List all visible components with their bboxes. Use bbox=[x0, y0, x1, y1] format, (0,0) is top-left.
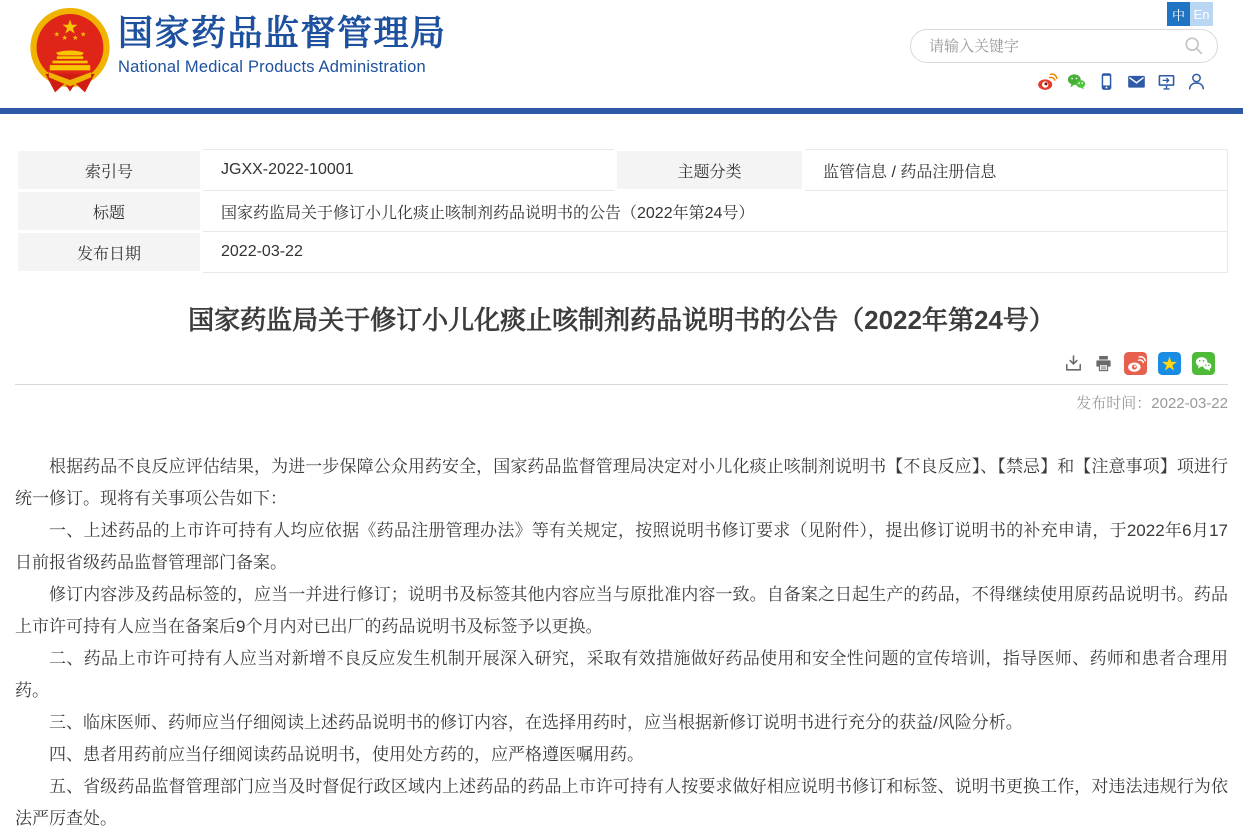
share-wechat-icon[interactable] bbox=[1192, 352, 1215, 375]
site-subtitle: National Medical Products Administration bbox=[118, 58, 426, 76]
site-title-block bbox=[118, 12, 447, 78]
article-toolbar bbox=[15, 352, 1228, 375]
meta-row-title bbox=[17, 191, 1228, 232]
meta-label-title: 标题 bbox=[17, 191, 202, 232]
search-input[interactable] bbox=[927, 37, 1183, 56]
national-emblem-logo bbox=[26, 7, 114, 95]
article-paragraph: 二、药品上市许可持有人应当对新增不良反应发生机制开展深入研究，采取有效措施做好药品使用和安全性问题的宣传培训，指导医师、药师和患者合理用药。 bbox=[15, 649, 1228, 700]
article-paragraph: 五、省级药品监督管理部门应当及时督促行政区域内上述药品的药品上市许可持有人按要求做好相应说明书修订和标签、说明书更换工作，对违法违规行为依法严厉查处。 bbox=[15, 777, 1228, 828]
share-weibo-icon[interactable] bbox=[1124, 352, 1147, 375]
article-title: 国家药监局关于修订小儿化痰止咳制剂药品说明书的公告（2022年第24号） bbox=[188, 305, 1055, 335]
main-content bbox=[0, 148, 1243, 835]
meta-row-date bbox=[17, 232, 1228, 273]
article-paragraph: 三、临床医师、药师应当仔细阅读上述药品说明书的修订内容，在选择用药时，应当根据新修订说明书进行充分的获益/风险分析。 bbox=[49, 713, 1023, 732]
search-button[interactable] bbox=[1183, 35, 1205, 57]
weibo-icon[interactable] bbox=[1036, 71, 1057, 92]
share-qzone-icon[interactable] bbox=[1158, 352, 1181, 375]
message-board-icon[interactable] bbox=[1156, 71, 1177, 92]
download-icon[interactable] bbox=[1064, 354, 1083, 373]
language-toggle bbox=[1167, 2, 1213, 26]
meta-label-topic: 主题分类 bbox=[616, 150, 804, 191]
article-body bbox=[15, 451, 1228, 835]
meta-label-index: 索引号 bbox=[17, 150, 202, 191]
meta-value-topic: 监管信息 / 药品注册信息 bbox=[804, 150, 1228, 191]
site-title: 国家药品监督管理局 bbox=[118, 14, 447, 53]
meta-row-index-topic bbox=[17, 150, 1228, 191]
article-paragraph: 修订内容涉及药品标签的，应当一并进行修订；说明书及标签其他内容应当与原批准内容一致。自备案之日起生产的药品，不得继续使用原药品说明书。药品上市许可持有人应当在备案后9个月内对已出厂的药品说明书及标签予以更换。 bbox=[15, 585, 1228, 636]
search-icon bbox=[1183, 35, 1205, 57]
site-header bbox=[0, 0, 1243, 100]
meta-label-date: 发布日期 bbox=[17, 232, 202, 273]
article-paragraph: 根据药品不良反应评估结果，为进一步保障公众用药安全，国家药品监督管理局决定对小儿化痰止咳制剂说明书【不良反应】、【禁忌】和【注意事项】项进行统一修订。现将有关事项公告如下： bbox=[15, 457, 1228, 508]
publish-time-value: 2022-03-22 bbox=[1151, 395, 1228, 412]
meta-value-index: JGXX-2022-10001 bbox=[202, 150, 616, 191]
article-paragraph: 一、上述药品的上市许可持有人均应依据《药品注册管理办法》等有关规定，按照说明书修订要求（见附件），提出修订说明书的补充申请，于2022年6月17日前报省级药品监督管理部门备案。 bbox=[15, 521, 1228, 572]
user-icon[interactable] bbox=[1186, 71, 1207, 92]
wechat-icon[interactable] bbox=[1066, 71, 1087, 92]
mail-icon[interactable] bbox=[1126, 71, 1147, 92]
publish-time-line bbox=[15, 394, 1228, 414]
search-box bbox=[910, 29, 1218, 63]
header-divider-bar bbox=[0, 108, 1243, 114]
social-icon-row bbox=[1036, 71, 1207, 92]
lang-zh-button[interactable]: 中 bbox=[1167, 2, 1190, 26]
article-paragraph: 四、患者用药前应当仔细阅读药品说明书，使用处方药的，应严格遵医嘱用药。 bbox=[49, 745, 644, 764]
meta-value-date: 2022-03-22 bbox=[202, 232, 1228, 273]
meta-value-title: 国家药监局关于修订小儿化痰止咳制剂药品说明书的公告（2022年第24号） bbox=[202, 191, 1228, 232]
print-icon[interactable] bbox=[1094, 354, 1113, 373]
title-divider-line bbox=[15, 384, 1228, 385]
publish-time-label: 发布时间： bbox=[1076, 395, 1152, 412]
mobile-icon[interactable] bbox=[1096, 71, 1117, 92]
document-meta-table bbox=[15, 148, 1228, 274]
lang-en-button[interactable]: En bbox=[1190, 2, 1213, 26]
